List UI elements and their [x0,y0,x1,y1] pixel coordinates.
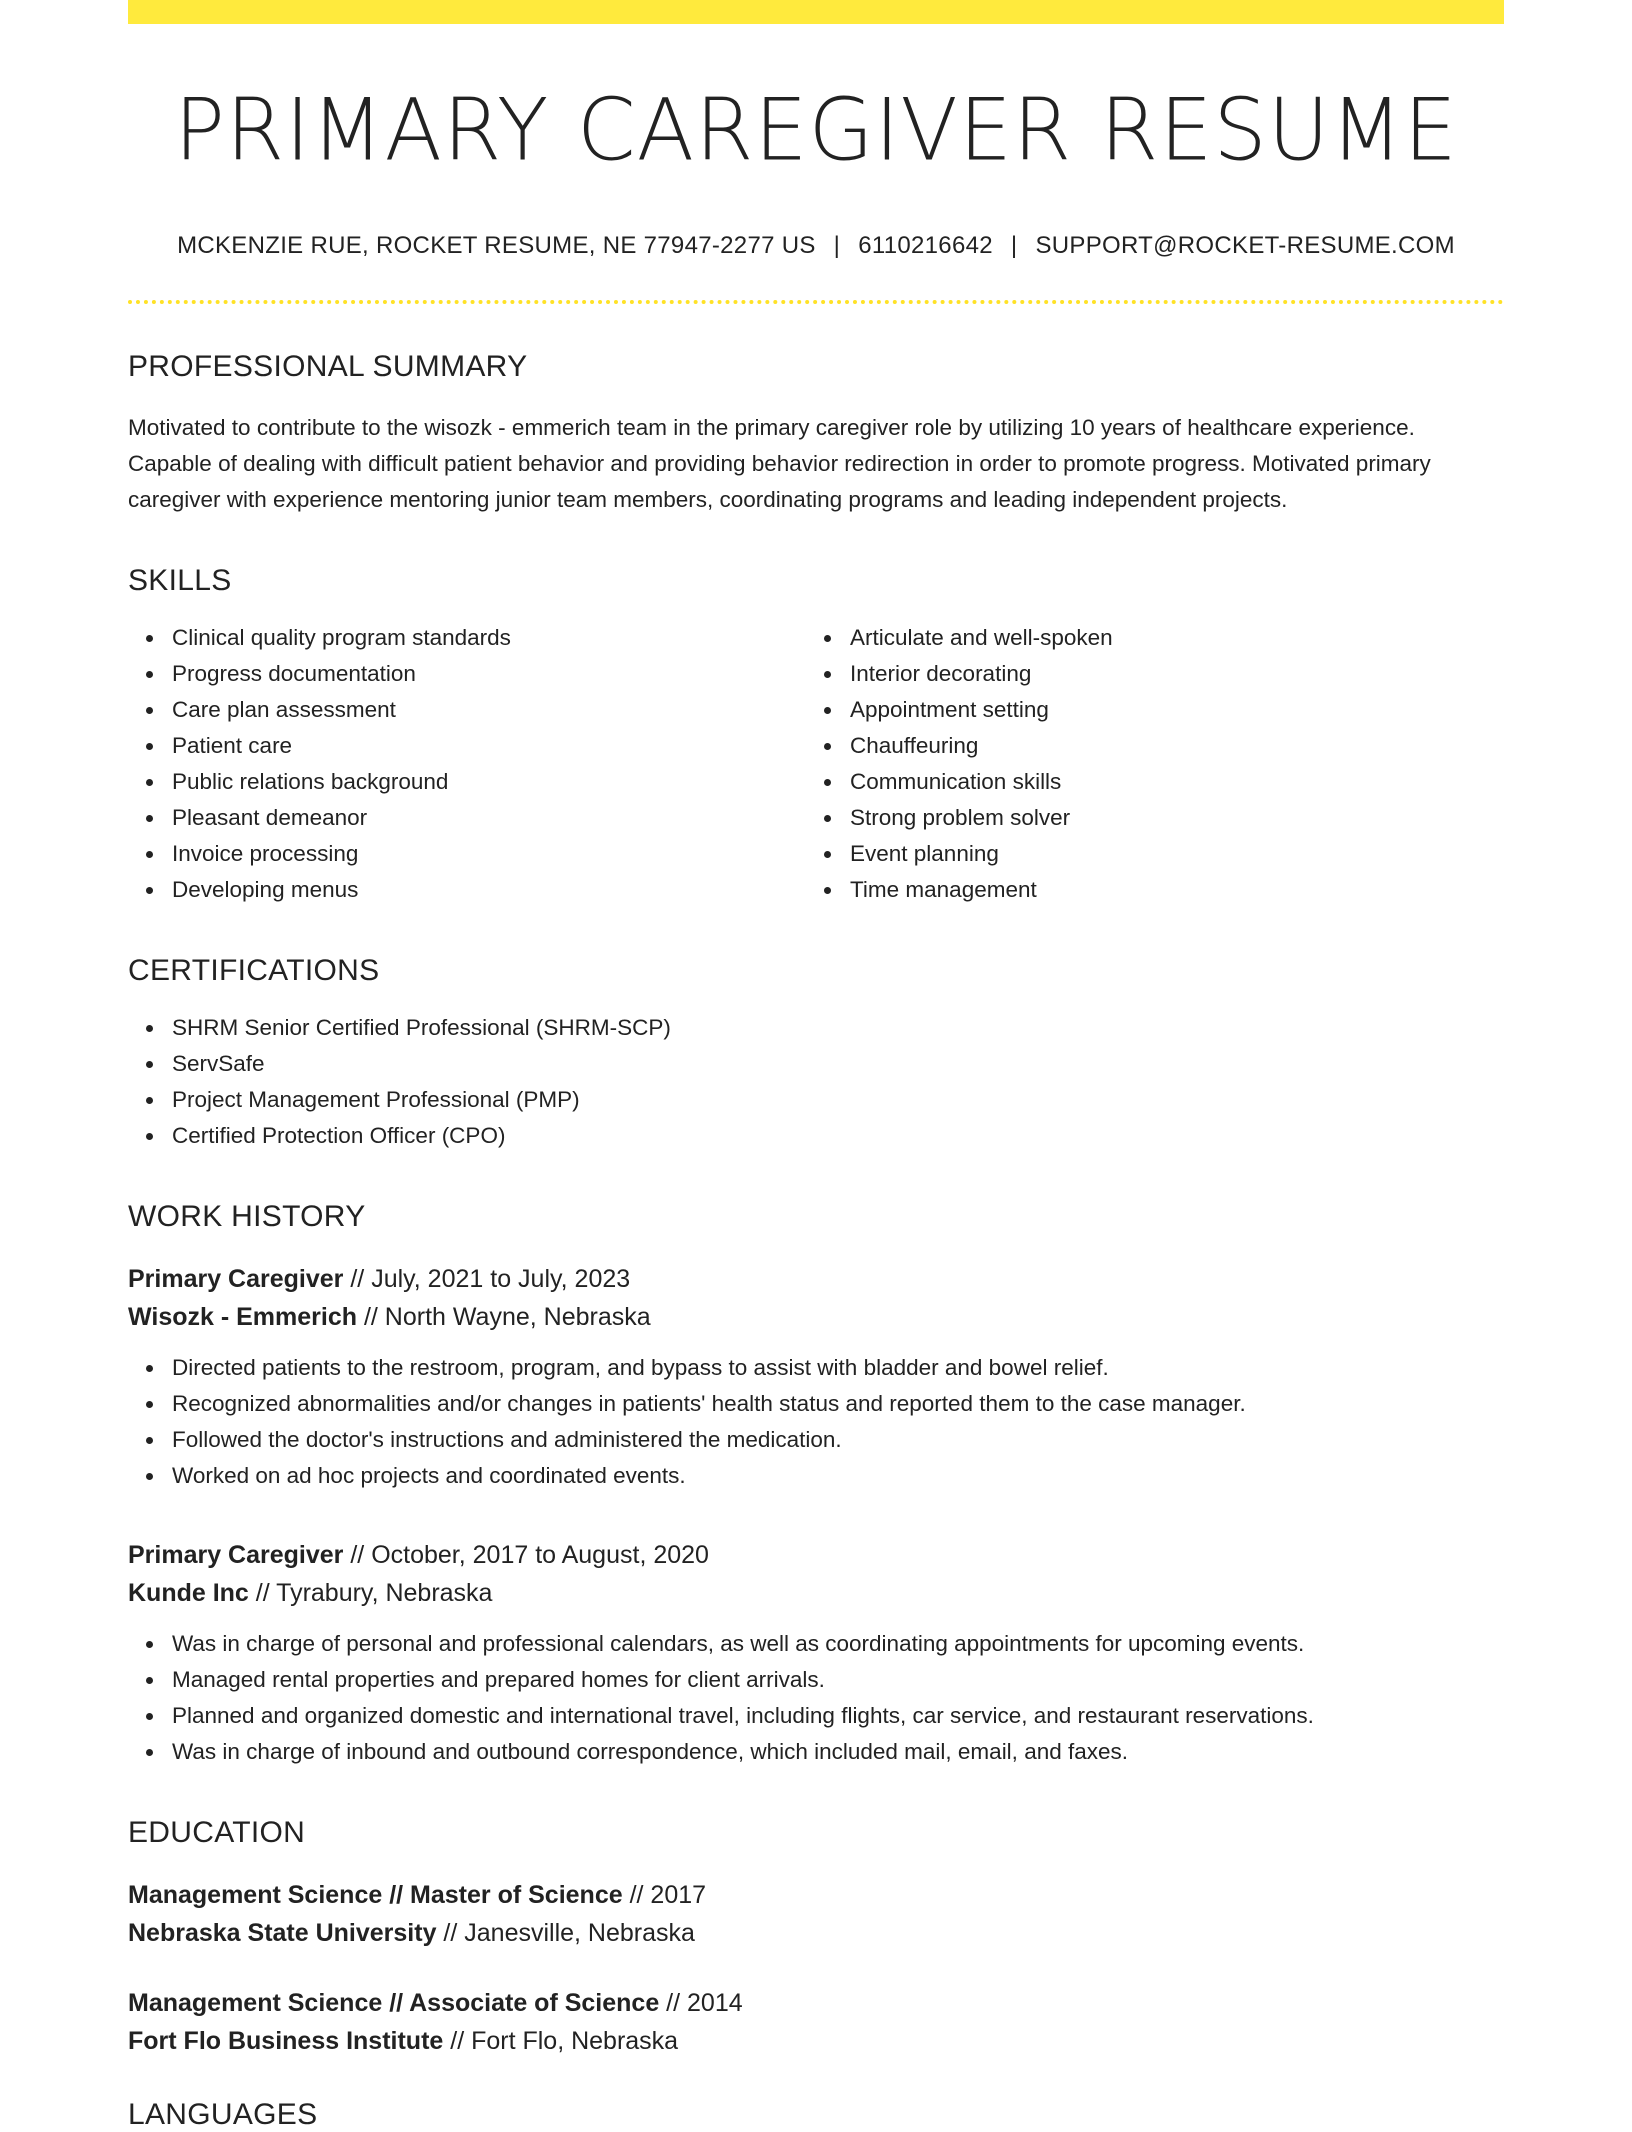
skill-item: Event planning [850,836,1484,872]
skills-list-right [806,620,1484,908]
skill-item: Patient care [172,728,806,764]
certification-item: Certified Protection Officer (CPO) [172,1118,1504,1154]
contact-email: SUPPORT@ROCKET-RESUME.COM [1035,232,1455,260]
contact-separator: | [1010,232,1018,260]
certifications-heading: CERTIFICATIONS [128,954,380,988]
skill-item: Care plan assessment [172,692,806,728]
job-duty: Recognized abnormalities and/or changes in patients' health status and reported them to the case manager. [172,1386,1504,1422]
skill-item: Time management [850,872,1484,908]
job-role: Primary Caregiver [128,1265,344,1294]
education-school-line [128,1914,1504,1952]
contact-separator: | [833,232,841,260]
job-duties-list [128,1350,1504,1494]
job-company-line [128,1574,1504,1612]
summary-heading: PROFESSIONAL SUMMARY [128,350,528,384]
languages-heading: LANGUAGES [128,2098,318,2132]
skill-item: Articulate and well-spoken [850,620,1484,656]
job-location: // Tyrabury, Nebraska [248,1579,493,1608]
job-duty: Directed patients to the restroom, program, and bypass to assist with bladder and bowel relief. [172,1350,1504,1386]
skills-grid [128,620,1504,908]
contact-phone: 6110216642 [858,232,993,260]
job-entry [128,1260,1504,1494]
education-school: Fort Flo Business Institute [128,2027,444,2056]
education-degree: Management Science // Associate of Science [128,1989,660,2018]
skills-heading: SKILLS [128,564,232,598]
skill-item: Appointment setting [850,692,1484,728]
education-degree: Management Science // Master of Science [128,1881,623,1910]
job-entry [128,1536,1504,1770]
job-duty: Followed the doctor's instructions and administered the medication. [172,1422,1504,1458]
education-location: // Fort Flo, Nebraska [443,2027,679,2056]
skill-item: Invoice processing [172,836,806,872]
skill-item: Progress documentation [172,656,806,692]
skill-item: Public relations background [172,764,806,800]
skill-item: Clinical quality program standards [172,620,806,656]
resume-page [128,0,1504,2132]
job-title-line [128,1536,1504,1574]
certification-item: SHRM Senior Certified Professional (SHRM-SCP) [172,1010,1504,1046]
job-company-line [128,1298,1504,1336]
skill-item: Interior decorating [850,656,1484,692]
education-school: Nebraska State University [128,1919,437,1948]
certifications-list [128,1010,1504,1154]
job-dates: // July, 2021 to July, 2023 [343,1265,631,1294]
education-heading: EDUCATION [128,1816,306,1850]
education-entry [128,1876,1504,1952]
job-duty: Was in charge of inbound and outbound correspondence, which included mail, email, and faxes. [172,1734,1504,1770]
skill-item: Developing menus [172,872,806,908]
job-company: Kunde Inc [128,1579,249,1608]
summary-text: Motivated to contribute to the wisozk - emmerich team in the primary caregiver role by utilizing 10 years of healthcare experience. Capable of dealing with difficult patient behavior and providing behavior redirection in order to promote progress. Motivated primary caregiver with experience mentoring junior team members, coordinating programs and leading independent projects. [128,415,1431,513]
work-history-heading: WORK HISTORY [128,1200,366,1234]
job-role: Primary Caregiver [128,1541,344,1570]
education-location: // Janesville, Nebraska [436,1919,695,1948]
skill-item: Strong problem solver [850,800,1484,836]
contact-line [128,232,1504,260]
job-duty: Was in charge of personal and professional calendars, as well as coordinating appointments for upcoming events. [172,1626,1504,1662]
education-year: // 2017 [622,1881,707,1910]
education-school-line [128,2022,1504,2060]
job-company: Wisozk - Emmerich [128,1303,358,1332]
skill-item: Communication skills [850,764,1484,800]
job-duties-list [128,1626,1504,1770]
skill-item: Chauffeuring [850,728,1484,764]
education-degree-line [128,1876,1504,1914]
job-duty: Planned and organized domestic and international travel, including flights, car service, and restaurant reservations. [172,1698,1504,1734]
education-degree-line [128,1984,1504,2022]
job-location: // North Wayne, Nebraska [357,1303,651,1332]
resume-title: PRIMARY CAREGIVER RESUME [174,80,1458,180]
job-duty: Worked on ad hoc projects and coordinated events. [172,1458,1504,1494]
certification-item: Project Management Professional (PMP) [172,1082,1504,1118]
contact-address: MCKENZIE RUE, ROCKET RESUME, NE 77947-2277 US [177,232,816,260]
dotted-divider [128,300,1504,304]
job-duty: Managed rental properties and prepared homes for client arrivals. [172,1662,1504,1698]
skill-item: Pleasant demeanor [172,800,806,836]
job-dates: // October, 2017 to August, 2020 [343,1541,709,1570]
education-entry [128,1984,1504,2060]
skills-list-left [128,620,806,908]
certification-item: ServSafe [172,1046,1504,1082]
job-title-line [128,1260,1504,1298]
education-year: // 2014 [659,1989,743,2018]
top-accent-bar [128,0,1504,24]
